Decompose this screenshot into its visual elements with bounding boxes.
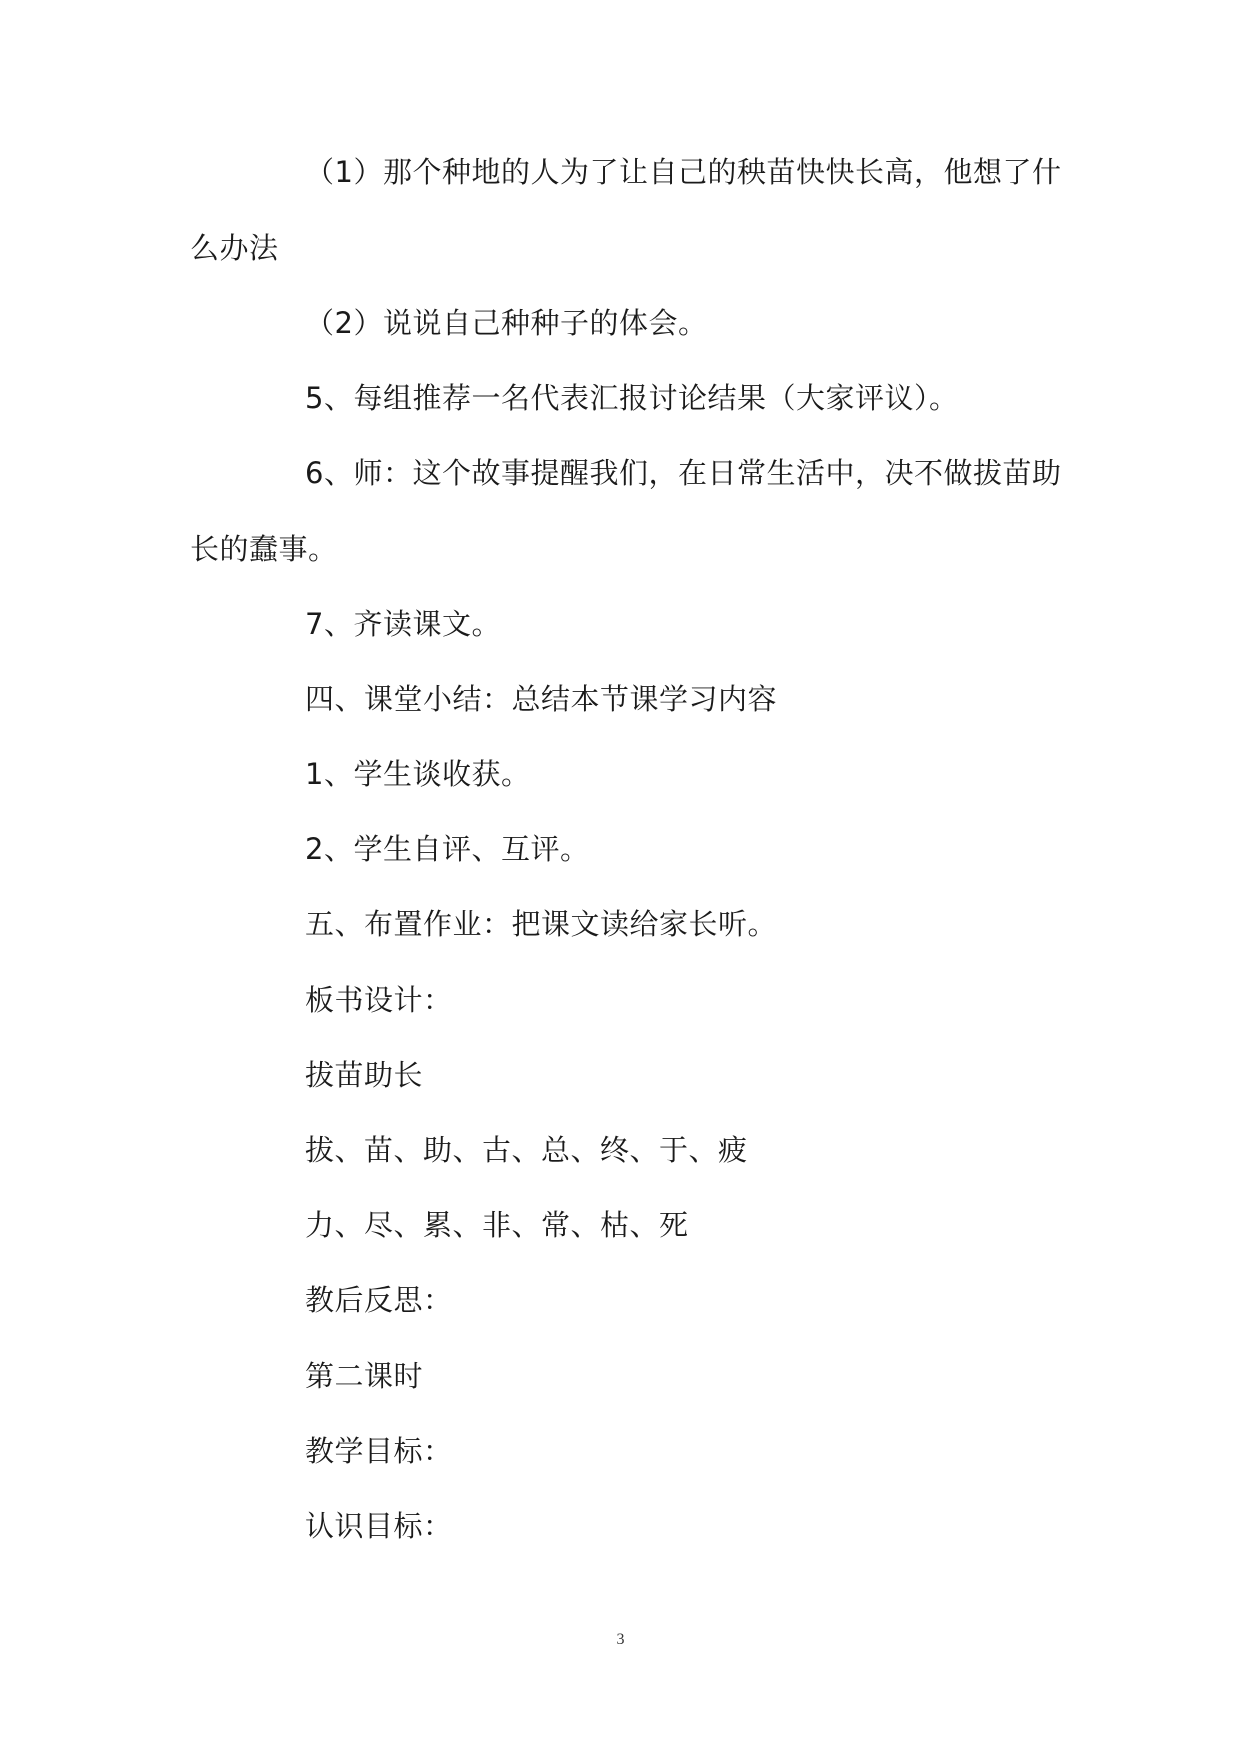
text-line: 第二课时: [305, 1359, 424, 1393]
page-number: 3: [616, 1631, 625, 1648]
text-line: 7、齐读课文。: [305, 607, 501, 641]
text-line: 力、尽、累、非、常、枯、死: [305, 1208, 689, 1242]
text-line: （1）那个种地的人为了让自己的秧苗快快长高，他想了什: [305, 155, 1062, 189]
text-line: 教学目标：: [305, 1434, 453, 1468]
text-line: 板书设计：: [305, 983, 453, 1017]
text-line: 么办法: [190, 231, 279, 265]
text-line: 6、师：这个故事提醒我们，在日常生活中，决不做拔苗助: [305, 456, 1062, 490]
section-heading: 四、课堂小结：总结本节课学习内容: [305, 682, 778, 716]
section-heading: 五、布置作业：把课文读给家长听。: [305, 907, 778, 941]
text-line: 拔、苗、助、古、总、终、于、疲: [305, 1133, 748, 1167]
text-line: （2）说说自己种种子的体会。: [305, 306, 708, 340]
text-line: 教后反思：: [305, 1283, 453, 1317]
text-line: 认识目标：: [305, 1509, 453, 1543]
text-line: 拔苗助长: [305, 1058, 424, 1092]
text-line: 1、学生谈收获。: [305, 757, 531, 791]
text-line: 2、学生自评、互评。: [305, 832, 590, 866]
text-line: 5、每组推荐一名代表汇报讨论结果（大家评议）。: [305, 381, 959, 415]
text-line: 长的蠢事。: [190, 532, 338, 566]
